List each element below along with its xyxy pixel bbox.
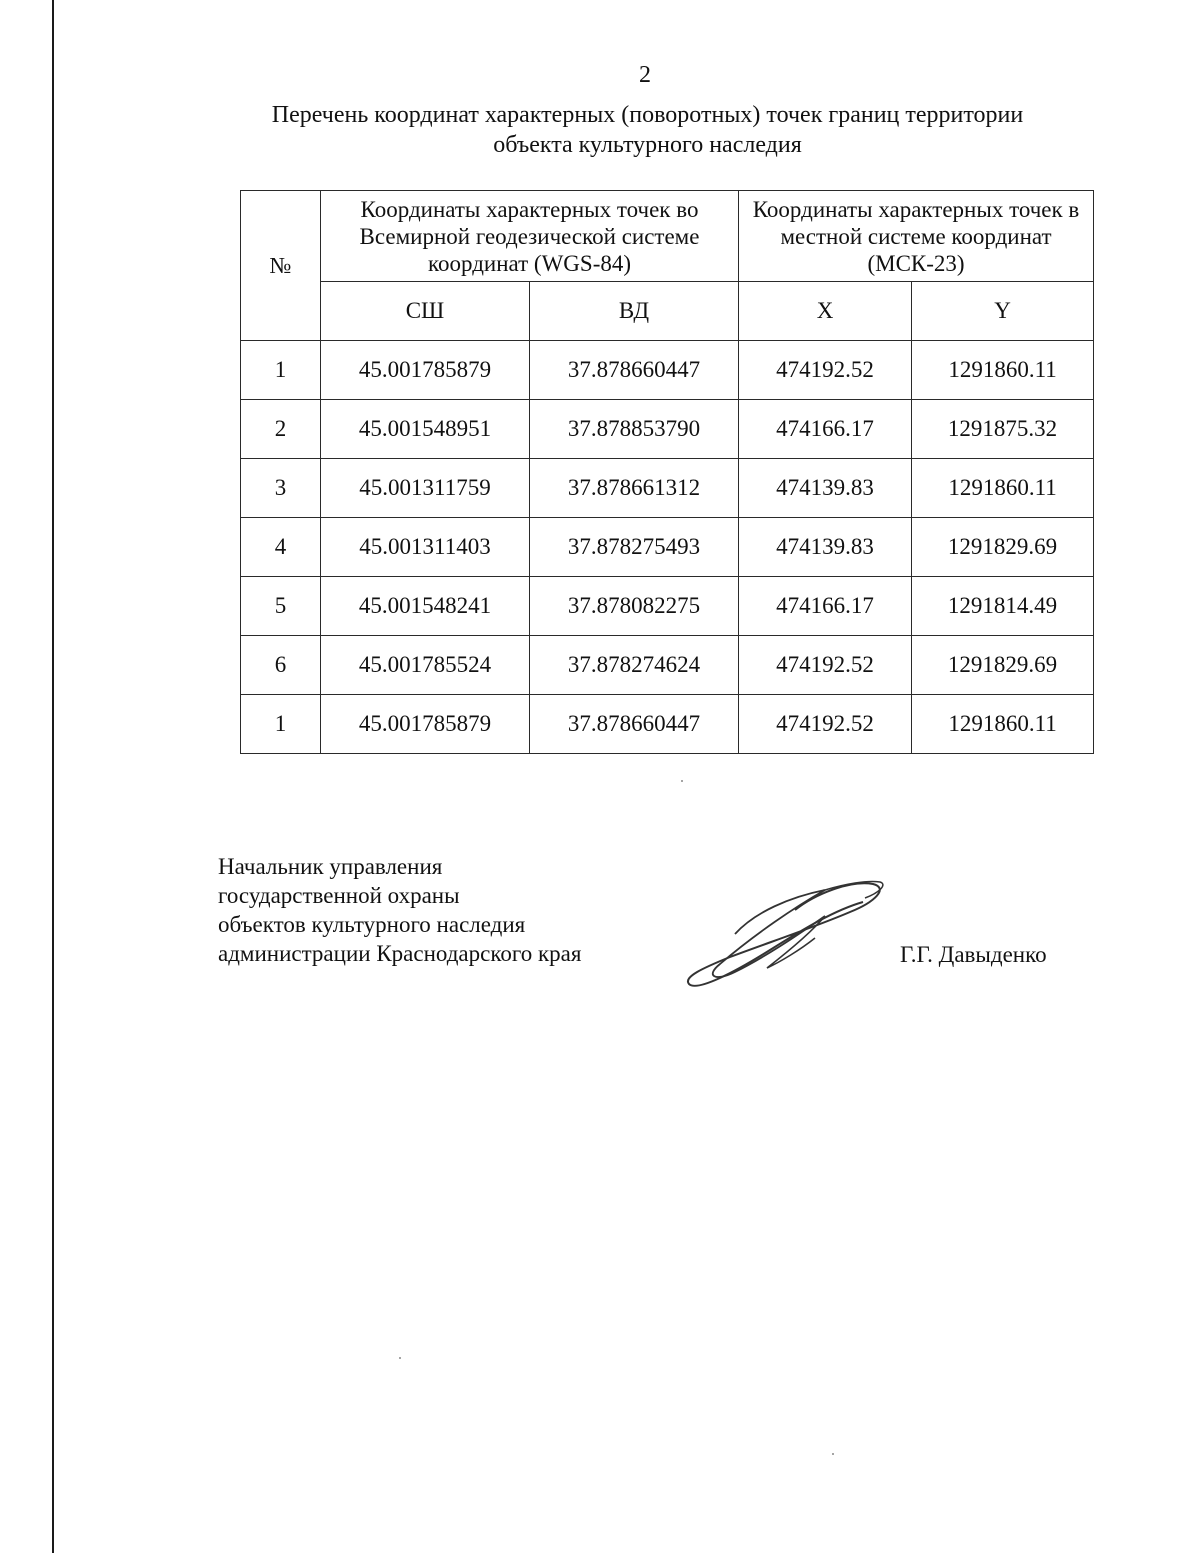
signatory-name: Г.Г. Давыденко — [900, 942, 1047, 967]
cell-y: 1291860.11 — [912, 459, 1094, 518]
cell-latitude: 45.001311759 — [321, 459, 530, 518]
header-wgs84-group: Координаты характерных точек во Всемирной геодезической системе координат (WGS-84) — [321, 191, 739, 282]
cell-x: 474166.17 — [739, 577, 912, 636]
position-line: Начальник управления — [218, 854, 443, 879]
cell-y: 1291829.69 — [912, 636, 1094, 695]
cell-latitude: 45.001548951 — [321, 400, 530, 459]
cell-y: 1291875.32 — [912, 400, 1094, 459]
cell-y: 1291860.11 — [912, 341, 1094, 400]
position-line: государственной охраны — [218, 883, 460, 908]
table-row — [241, 577, 1094, 636]
cell-y: 1291860.11 — [912, 695, 1094, 754]
table-row — [241, 518, 1094, 577]
scan-speck — [681, 780, 683, 782]
header-longitude: ВД — [530, 282, 739, 341]
scan-speck — [399, 1357, 401, 1359]
cell-number: 3 — [241, 459, 321, 518]
cell-x: 474192.52 — [739, 636, 912, 695]
position-line: администрации Краснодарского края — [218, 941, 582, 966]
cell-latitude: 45.001785879 — [321, 695, 530, 754]
table-row — [241, 459, 1094, 518]
table-row — [241, 636, 1094, 695]
position-line: объектов культурного наследия — [218, 912, 526, 937]
scan-speck — [832, 1453, 834, 1455]
title-line-2: объекта культурного наследия — [493, 132, 802, 158]
cell-longitude: 37.878853790 — [530, 400, 739, 459]
page-number: 2 — [639, 62, 651, 88]
cell-number: 6 — [241, 636, 321, 695]
title-line-1: Перечень координат характерных (поворотных) точек границ территории — [271, 102, 1024, 128]
cell-number: 2 — [241, 400, 321, 459]
cell-longitude: 37.878660447 — [530, 341, 739, 400]
table-row — [241, 400, 1094, 459]
cell-latitude: 45.001548241 — [321, 577, 530, 636]
cell-longitude: 37.878275493 — [530, 518, 739, 577]
cell-y: 1291829.69 — [912, 518, 1094, 577]
table-row — [241, 695, 1094, 754]
document-title — [200, 100, 1095, 160]
cell-latitude: 45.001311403 — [321, 518, 530, 577]
cell-latitude: 45.001785879 — [321, 341, 530, 400]
handwritten-signature — [675, 872, 890, 997]
cell-longitude: 37.878082275 — [530, 577, 739, 636]
cell-latitude: 45.001785524 — [321, 636, 530, 695]
cell-x: 474192.52 — [739, 341, 912, 400]
page-edge-line — [52, 0, 54, 1553]
cell-longitude: 37.878274624 — [530, 636, 739, 695]
cell-number: 1 — [241, 341, 321, 400]
cell-number: 1 — [241, 695, 321, 754]
header-x: X — [739, 282, 912, 341]
cell-number: 5 — [241, 577, 321, 636]
cell-longitude: 37.878661312 — [530, 459, 739, 518]
cell-longitude: 37.878660447 — [530, 695, 739, 754]
header-latitude: СШ — [321, 282, 530, 341]
cell-x: 474192.52 — [739, 695, 912, 754]
cell-x: 474139.83 — [739, 518, 912, 577]
cell-number: 4 — [241, 518, 321, 577]
signatory-position — [218, 852, 581, 968]
header-msk23-group: Координаты характерных точек в местной системе координат (МСК-23) — [739, 191, 1094, 282]
table-row — [241, 341, 1094, 400]
header-y: Y — [912, 282, 1094, 341]
coordinates-table — [240, 190, 1094, 754]
cell-x: 474139.83 — [739, 459, 912, 518]
cell-x: 474166.17 — [739, 400, 912, 459]
cell-y: 1291814.49 — [912, 577, 1094, 636]
header-number: № — [241, 191, 321, 341]
